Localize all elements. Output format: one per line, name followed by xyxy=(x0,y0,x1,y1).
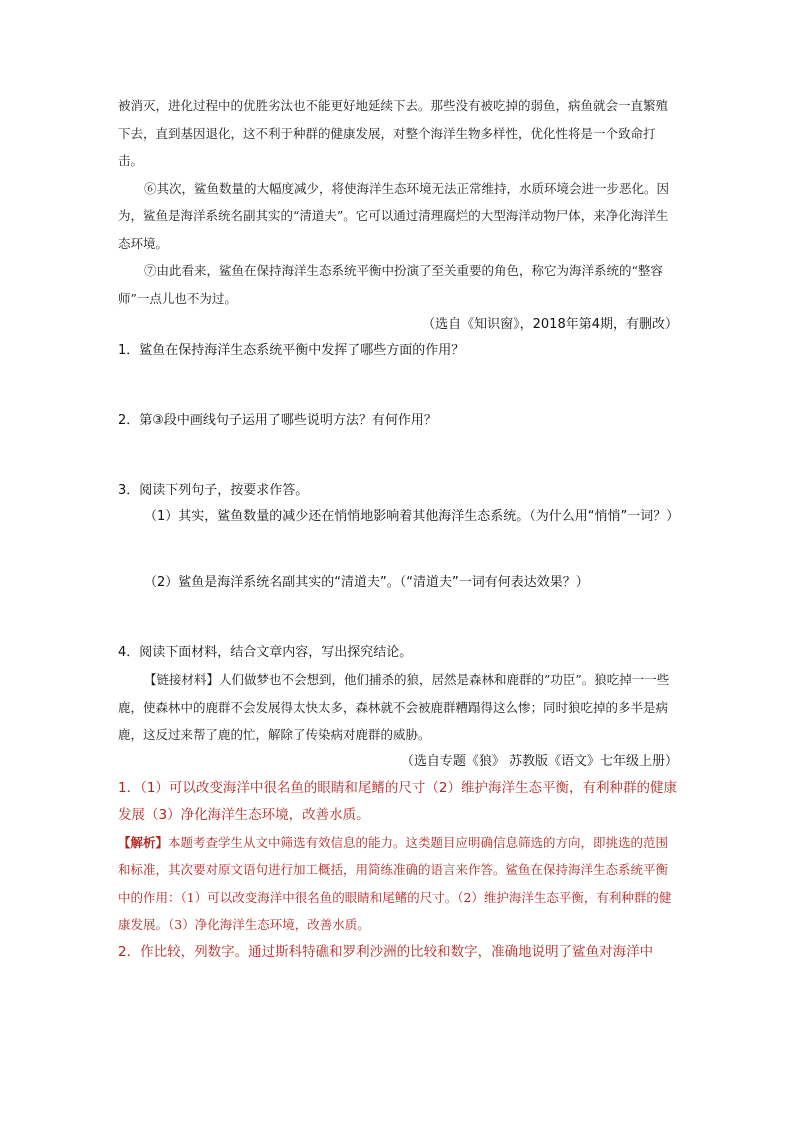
passage-paragraph-continued: 被消灭，进化过程中的优胜劣汰也不能更好地延续下去。那些没有被吃掉的弱鱼，病鱼就会一直繁殖下去，直到基因退化，这不利于种群的健康发展，对整个海洋生物多样性，优化性将是一个致命打击。 xyxy=(118,98,669,168)
answer-space-1 xyxy=(118,364,678,408)
answer-space-3-2 xyxy=(118,596,678,640)
answer-space-3-1 xyxy=(118,530,678,570)
question-1: 1．鲨鱼在保持海洋生态系统平衡中发挥了哪些方面的作用？ xyxy=(118,343,465,358)
analysis-text: 本题考查学生从文中筛选有效信息的能力。这类题目应明确信息筛选的方向，即挑选的范围和标准，其次要对原文语句进行加工概括，用简练准确的语言来作答。鲨鱼在保持海洋生态系统平衡中的作用：（1）可以改变海洋中很名鱼的眼睛和尾鳍的尺寸。（2）维护海洋生态平衡，有利种群的健康发展。（3）净化海洋生态环境，改善水质。 xyxy=(118,834,672,932)
question-3: 3．阅读下列句子，按要求作答。 xyxy=(118,483,309,498)
question-4: 4．阅读下面材料，结合文章内容，写出探究结论。 xyxy=(118,645,413,660)
passage-paragraph-6: ⑥其次，鲨鱼数量的大幅度减少，将使海洋生态环境无法正常维持，水质环境会进一步恶化。因为，鲨鱼是海洋系统名副其实的“清道夫”。它可以通过清理腐烂的大型海洋动物尸体，来净化海洋生态环境。 xyxy=(118,180,670,251)
question-2: 2．第③段中画线句子运用了哪些说明方法？有何作用？ xyxy=(118,413,437,428)
answer-1-analysis xyxy=(118,829,678,939)
question-4-material: 【链接材料】人们做梦也不会想到，他们捕杀的狼，居然是森林和鹿群的”功臣”。狼吃掉一一些鹿，使森林中的鹿群不会发展得太快太多，森林就不会被鹿群糟蹋得这么惨；同时狼吃掉的多半是病鹿，这反过来帮了鹿的忙，解除了传染病对鹿群的威胁。 xyxy=(118,672,670,742)
answer-2: 2．作比较，列数字。通过斯科特礁和罗利沙洲的比较和数字，准确地说明了鲨鱼对海洋中 xyxy=(118,943,654,960)
answer-1: 1．（1）可以改变海洋中很名鱼的眼睛和尾鳍的尺寸（2）维护海洋生态平衡，有利种群的健康发展（3）净化海洋生态环境，改善水质。 xyxy=(118,779,678,823)
answer-space-2 xyxy=(118,434,678,478)
question-4-source: （选自专题《狼》 苏教版《语文》七年级上册） xyxy=(400,753,678,769)
analysis-tag: 【解析】 xyxy=(118,834,169,850)
passage-source: （选自《知识窗》，2018年第4期，有删改） xyxy=(422,317,678,332)
passage-paragraph-7: ⑦由此看来，鲨鱼在保持海洋生态系统平衡中扮演了至关重要的角色，称它为海洋系统的“整容师”一点儿也不为过。 xyxy=(118,263,663,306)
question-3-part-1: （1）其实，鲨鱼数量的减少还在悄悄地影响着其他海洋生态系统。（为什么用“悄悄”一词？） xyxy=(144,509,680,524)
question-3-part-2: （2）鲨鱼是海洋系统名副其实的“清道夫”。（“清道夫”一词有何表达效果？） xyxy=(144,575,589,590)
document-page xyxy=(118,92,678,966)
